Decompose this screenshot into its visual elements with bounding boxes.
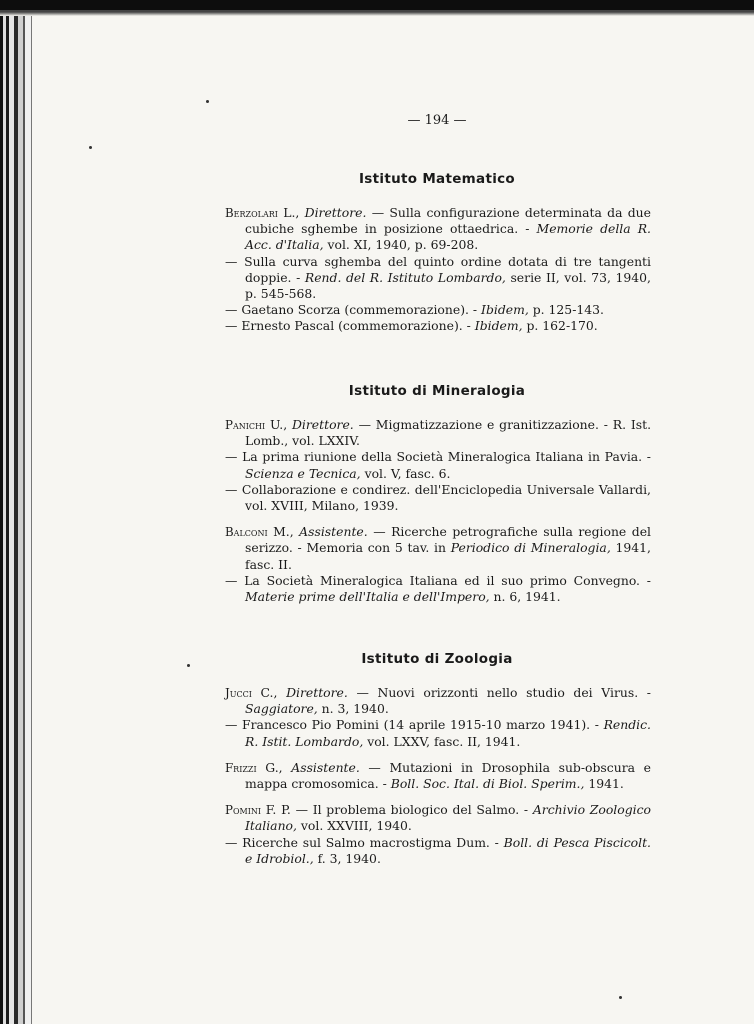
entry-text: F. P. — [261, 802, 296, 818]
entry-source: Rend. del R. Istituto Lombardo, — [304, 269, 506, 285]
entry-author: Pomini — [225, 803, 262, 818]
entry-text: — Sulla configurazione determinata da due cubiche sghembe in posizione ottaedrica. - — [245, 205, 651, 237]
entry-text: 1941. — [584, 776, 624, 792]
bibliography-entry — [207, 254, 651, 303]
entry-text: — Ricerche sul Salmo macrostigma Dum. - — [225, 834, 504, 850]
entry-text: — Ernesto Pascal (commemorazione). - — [225, 318, 475, 334]
entry-gap — [225, 750, 651, 760]
entry-author: Balconi — [225, 525, 268, 540]
bibliography-entry — [207, 482, 651, 514]
entry-text: vol. V, fasc. 6. — [360, 465, 451, 481]
entry-source: Boll. Soc. Ital. di Biol. Sperim., — [390, 776, 585, 792]
bibliography-entry — [207, 573, 651, 605]
entries-zoologia — [225, 685, 651, 867]
entry-text: n. 3, 1940. — [317, 701, 389, 717]
entry-text: C., — [251, 685, 287, 700]
entry-source: Saggiatore, — [245, 701, 318, 717]
bibliography-entry — [207, 205, 651, 254]
entry-text: L., — [277, 205, 305, 220]
book-binding-edge — [0, 0, 40, 1024]
entry-text: U., — [265, 417, 292, 432]
bibliography-entry — [207, 717, 651, 749]
bibliography-entry — [207, 417, 651, 449]
entry-text: — Nuovi orizzonti nello studio dei Virus. - — [347, 685, 651, 700]
entry-role: Direttore. — [291, 417, 354, 432]
entry-text: — Collaborazione e condirez. dell'Enciclopedia Universale Vallardi, vol. XVIII, Milano, 1939. — [225, 481, 651, 514]
entry-role: Assistente. — [291, 759, 360, 775]
entry-role: Direttore. — [304, 205, 367, 220]
entry-text: vol. XXVIII, 1940. — [296, 818, 412, 834]
entry-text: M., — [267, 524, 300, 540]
bibliography-entry — [207, 318, 651, 334]
speck — [187, 664, 190, 667]
entry-text: — Gaetano Scorza (commemorazione). - — [225, 302, 482, 318]
entry-text: — Mutazioni in Drosophila sub-obscura e mappa cromosomica. - — [245, 759, 651, 792]
bibliography-entry — [207, 449, 651, 481]
entry-text: p. 162-170. — [522, 318, 598, 334]
entry-source: Memorie della R. Acc. d'Italia, — [245, 221, 651, 253]
entry-text: n. 6, 1941. — [489, 589, 561, 605]
entry-text: serie II, vol. 73, 1940, p. 545-568. — [245, 269, 651, 302]
page-number: — 194 — — [407, 113, 467, 128]
entry-text: — Francesco Pio Pomini (14 aprile 1915-10 marzo 1941). - — [225, 717, 604, 733]
speck — [619, 996, 622, 999]
section-title-mineralogia: Istituto di Mineralogia — [348, 383, 526, 399]
entry-text: G., — [256, 759, 292, 775]
scan-top-edge — [0, 0, 754, 16]
entry-text: p. 125-143. — [528, 302, 604, 318]
entry-text: — Ricerche petrografiche sulla regione del serizzo. - Memoria con 5 tav. in — [245, 524, 651, 556]
section-title-zoologia: Istituto di Zoologia — [361, 651, 513, 667]
entry-text: — Migmatizzazione e granitizzazione. - R. Ist. Lomb., vol. LXXIV. — [245, 417, 652, 449]
entry-source: Boll. di Pesca Piscicolt. e Idrobiol., — [245, 834, 651, 866]
entry-text: vol. LXXV, fasc. II, 1941. — [363, 733, 521, 749]
entry-source: Periodico di Mineralogia, — [450, 540, 611, 556]
entry-source: Ibidem, — [474, 318, 523, 334]
entry-text: — Il problema biologico del Salmo. - — [295, 802, 533, 818]
entry-role: Assistente. — [299, 524, 368, 540]
entry-gap — [225, 514, 651, 524]
entry-source: Materie prime dell'Italia e dell'Impero, — [245, 589, 490, 605]
entry-role: Direttore. — [286, 685, 348, 700]
bibliography-entry — [207, 685, 651, 717]
entry-gap — [225, 792, 651, 802]
entry-source: Ibidem, — [481, 302, 529, 318]
entries-matematico — [225, 205, 651, 335]
speck — [206, 100, 209, 103]
bibliography-entry — [207, 760, 651, 792]
bibliography-entry — [207, 802, 651, 834]
entry-text: — La prima riunione della Società Mineralogica Italiana in Pavia. - — [225, 449, 651, 465]
section-title-matematico: Istituto Matematico — [358, 171, 516, 187]
entry-text: vol. XI, 1940, p. 69-208. — [323, 237, 479, 253]
entry-author: Jucci — [225, 686, 252, 700]
entry-text: 1941, fasc. II. — [245, 540, 651, 572]
entry-author: Panichi — [225, 418, 266, 432]
entry-text: — La Società Mineralogica Italiana ed il suo primo Convegno. - — [225, 572, 651, 588]
entry-author: Berzolari — [225, 206, 278, 220]
entry-source: Scienza e Tecnica, — [245, 465, 361, 481]
entry-text: — Sulla curva sghemba del quinto ordine dotata di tre tangenti doppie. - — [225, 253, 651, 285]
entry-text: f. 3, 1940. — [313, 850, 381, 866]
bibliography-entry — [207, 524, 651, 573]
entry-source: Archivio Zoologico Italiano, — [245, 802, 652, 834]
entries-mineralogia — [225, 417, 651, 605]
entry-source: Rendic. R. Istit. Lombardo, — [245, 717, 651, 749]
bibliography-entry — [207, 835, 651, 867]
speck — [89, 146, 92, 149]
bibliography-entry — [207, 302, 651, 318]
entry-author: Frizzi — [225, 760, 257, 775]
